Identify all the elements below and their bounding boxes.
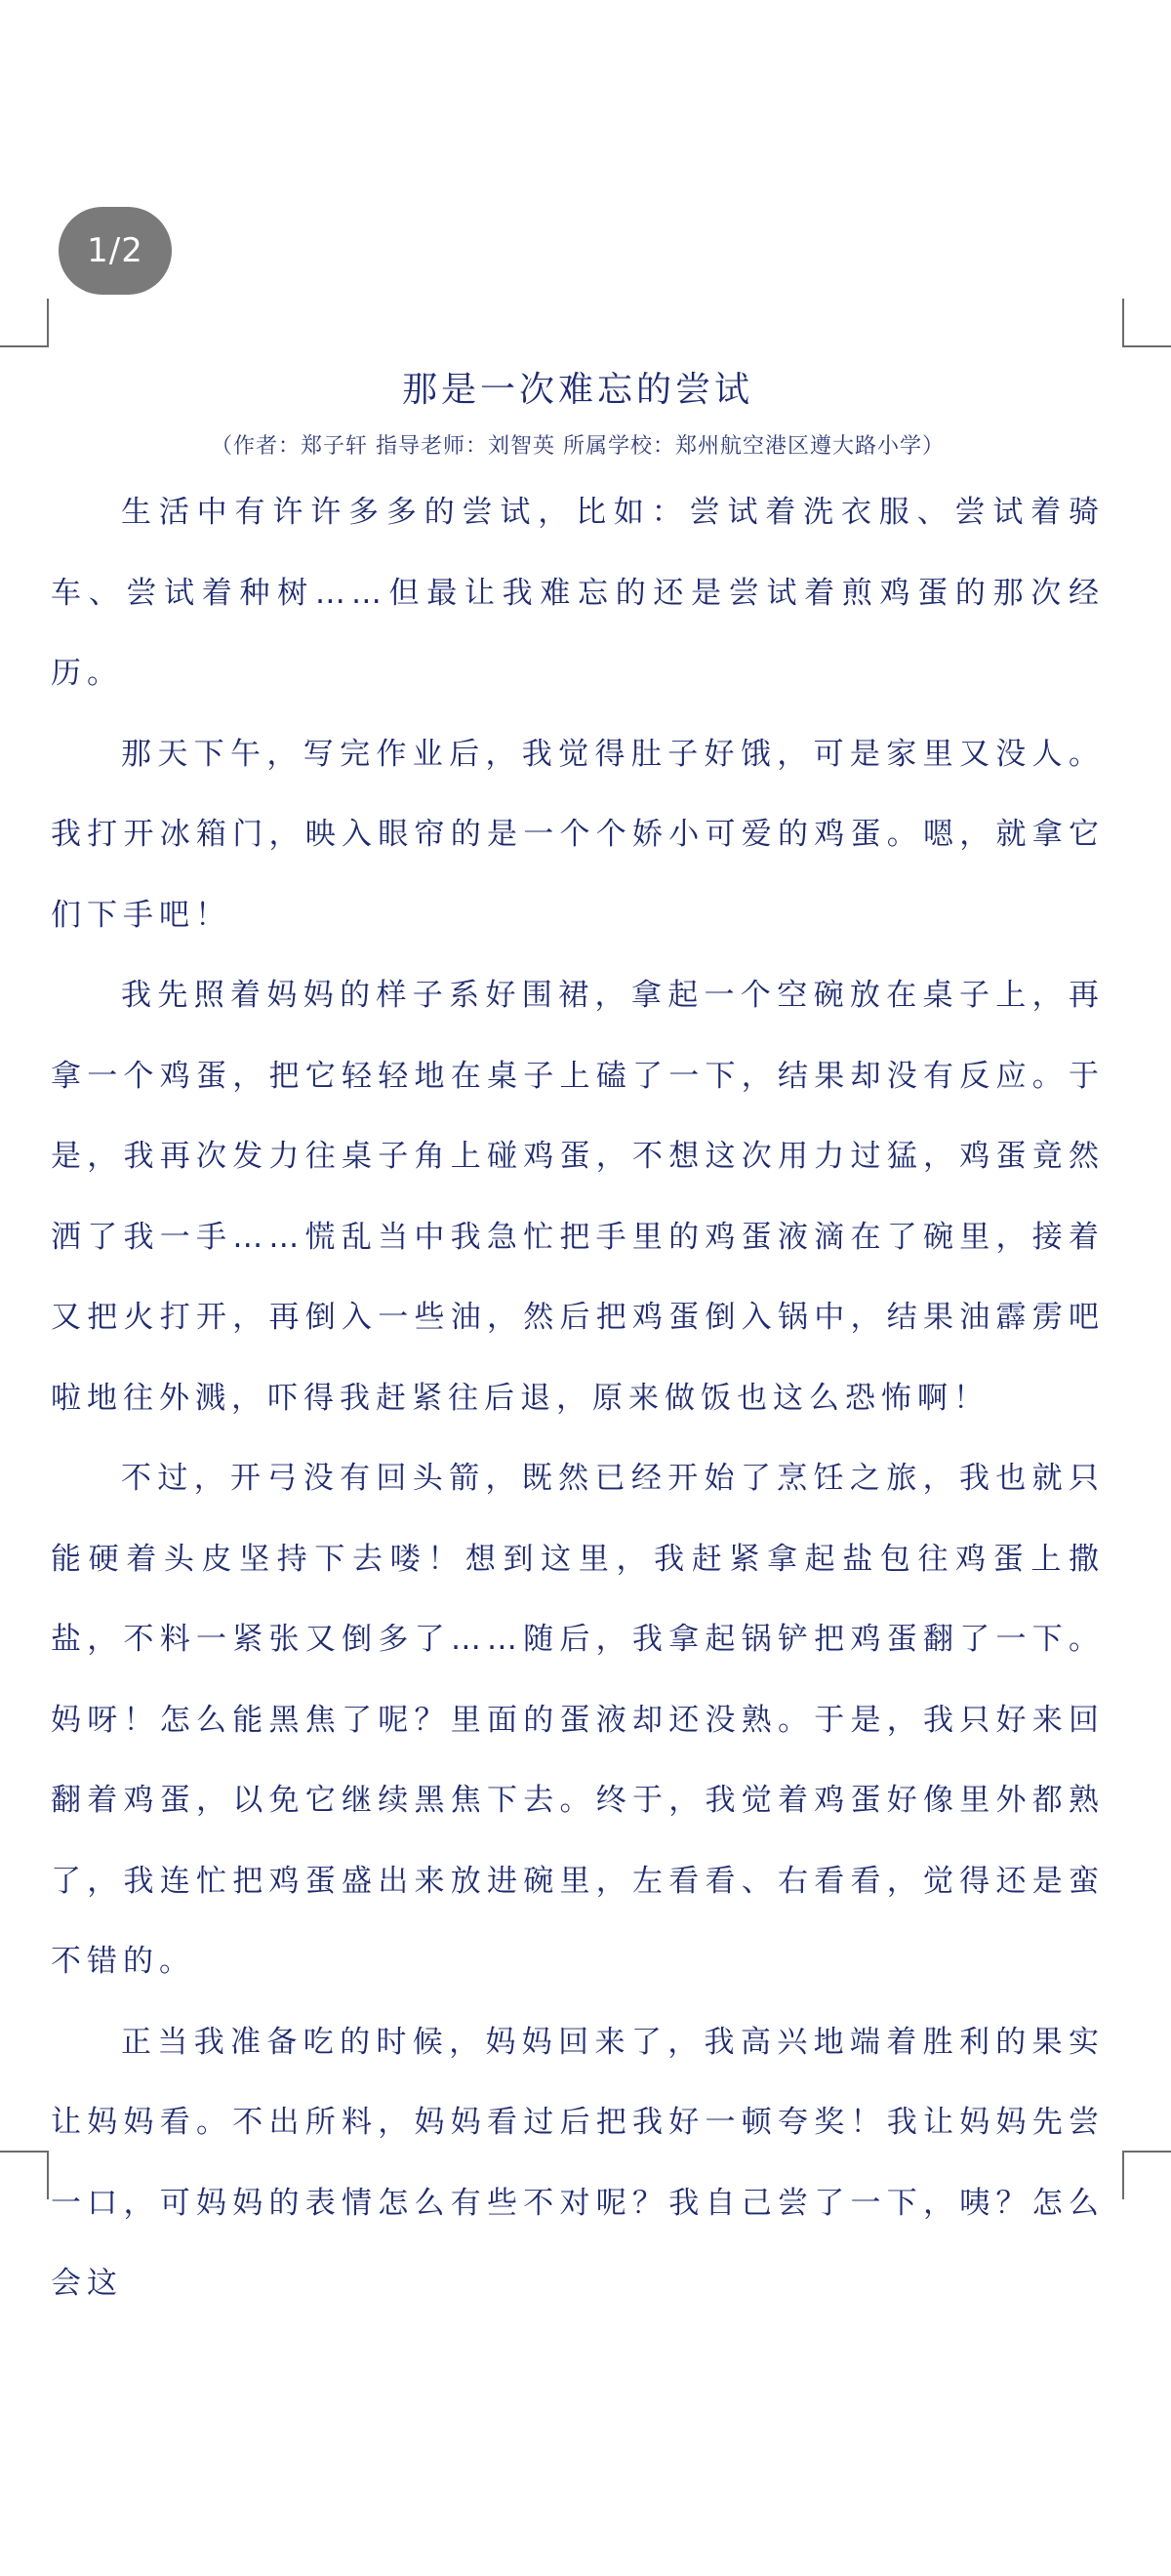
- crop-mark-bottom-right: [1122, 2151, 1171, 2199]
- paragraph: 不过，开弓没有回头箭，既然已经开始了烹饪之旅，我也就只能硬着头皮坚持下去喽！想到这里，我赶紧拿起盐包往鸡蛋上撒盐，不料一紧张又倒多了……随后，我拿起锅铲把鸡蛋翻了一下。妈呀！怎么能黑焦了呢？里面的蛋液却还没熟。于是，我只好来回翻着鸡蛋，以免它继续黑焦下去。终于，我觉着鸡蛋好像里外都熟了，我连忙把鸡蛋盛出来放进碗里，左看看、右看看，觉得还是蛮不错的。: [51, 1461, 1105, 1979]
- document-byline: （作者：郑子轩 指导老师：刘智英 所属学校：郑州航空港区遵大路小学）: [211, 434, 945, 459]
- paragraph: 我先照着妈妈的样子系好围裙，拿起一个空碗放在桌子上，再拿一个鸡蛋，把它轻轻地在桌子上磕了一下，结果却没有反应。于是，我再次发力往桌子角上碰鸡蛋，不想这次用力过猛，鸡蛋竟然洒了我一手……慌乱当中我急忙把手里的鸡蛋液滴在了碗里，接着又把火打开，再倒入一些油，然后把鸡蛋倒入锅中，结果油霹雳吧啦地往外溅，吓得我赶紧往后退，原来做饭也这么恐怖啊！: [51, 978, 1105, 1416]
- document-title: 那是一次难忘的尝试: [401, 370, 753, 410]
- paragraph: 那天下午，写完作业后，我觉得肚子好饿，可是家里又没人。我打开冰箱门，映入眼帘的是一个个娇小可爱的鸡蛋。嗯，就拿它们下手吧！: [51, 736, 1105, 933]
- document-page: [51, 361, 1105, 2324]
- crop-mark-bottom-left: [0, 2151, 49, 2199]
- crop-mark-top-right: [1122, 299, 1171, 347]
- page-indicator[interactable]: 1/2: [59, 207, 172, 295]
- document-body: [51, 472, 1105, 2324]
- paragraph: 正当我准备吃的时候，妈妈回来了，我高兴地端着胜利的果实让妈妈看。不出所料，妈妈看过后把我好一顿夸奖！我让妈妈先尝一口，可妈妈的表情怎么有些不对呢？我自己尝了一下，咦？怎么会这: [51, 2024, 1105, 2301]
- paragraph: 生活中有许许多多的尝试，比如：尝试着洗衣服、尝试着骑车、尝试着种树……但最让我难忘的还是尝试着煎鸡蛋的那次经历。: [51, 495, 1105, 691]
- crop-mark-top-left: [0, 299, 49, 347]
